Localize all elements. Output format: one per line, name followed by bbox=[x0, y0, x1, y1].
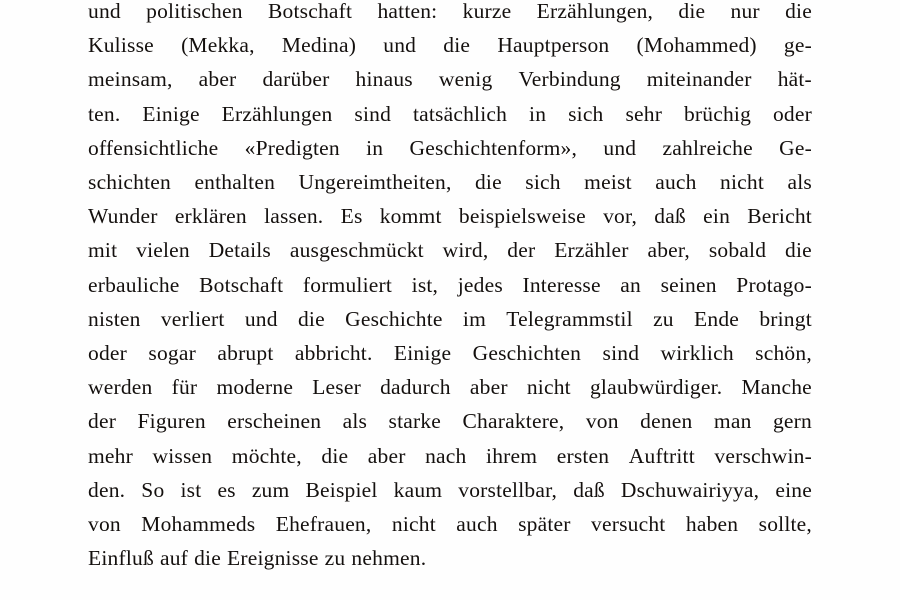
text-word: sollte, bbox=[758, 512, 812, 537]
body-paragraph bbox=[88, 0, 812, 575]
text-word: tatsächlich bbox=[412, 101, 508, 126]
text-word: Ehefrauen, bbox=[275, 512, 372, 537]
text-word: Manche bbox=[741, 375, 812, 400]
text-word: seinen bbox=[660, 272, 717, 297]
text-word: meinsam, bbox=[88, 67, 173, 92]
text-line: Einfluß auf die Ereignisse zu nehmen. bbox=[88, 546, 427, 571]
text-word: an bbox=[620, 272, 641, 297]
text-word: (Mekka, bbox=[181, 33, 255, 58]
text-word: glaubwürdiger. bbox=[589, 375, 723, 400]
text-word: formuliert bbox=[302, 272, 393, 297]
text-word: wirklich bbox=[660, 341, 734, 366]
text-word: ist bbox=[180, 477, 202, 502]
text-word: in bbox=[366, 135, 384, 160]
text-word: Ende bbox=[694, 306, 740, 331]
text-word: kurze bbox=[462, 0, 512, 23]
text-word: Einige bbox=[393, 341, 452, 366]
text-word: sind bbox=[602, 341, 640, 366]
text-word: nur bbox=[730, 0, 760, 23]
text-word: ge- bbox=[783, 33, 812, 58]
text-word: als bbox=[342, 409, 368, 434]
text-word: hät- bbox=[777, 67, 812, 92]
text-word: mit bbox=[88, 238, 118, 263]
text-word: miteinander bbox=[646, 67, 752, 92]
text-word: So bbox=[141, 477, 165, 502]
text-word: verliert bbox=[160, 306, 225, 331]
text-word: sich bbox=[525, 170, 561, 195]
text-word: Auftritt bbox=[628, 443, 695, 468]
text-word: hatten: bbox=[377, 0, 438, 23]
text-word: Telegrammstil bbox=[506, 306, 633, 331]
text-word: enthalten bbox=[194, 170, 276, 195]
text-line bbox=[88, 370, 812, 404]
text-line bbox=[88, 404, 812, 438]
text-word: bringt bbox=[759, 306, 812, 331]
text-word: politischen bbox=[146, 0, 243, 23]
text-word: nicht bbox=[720, 170, 765, 195]
text-word: als bbox=[787, 170, 812, 195]
text-word: Geschichten bbox=[472, 341, 582, 366]
text-word: aber bbox=[469, 375, 508, 400]
text-word: abbricht. bbox=[294, 341, 373, 366]
text-word: eine bbox=[775, 477, 812, 502]
text-word: moderne bbox=[216, 375, 294, 400]
text-word: Geschichte bbox=[345, 306, 443, 331]
text-word: Erzählungen bbox=[221, 101, 333, 126]
text-word: offensichtliche bbox=[88, 135, 219, 160]
text-word: sich bbox=[568, 101, 604, 126]
text-word: Mohammeds bbox=[141, 512, 256, 537]
text-word: beispielsweise bbox=[458, 204, 586, 229]
text-word: der bbox=[507, 238, 536, 263]
text-word: Botschaft bbox=[267, 0, 353, 23]
text-word: Protago- bbox=[736, 272, 812, 297]
text-word: die bbox=[785, 238, 812, 263]
text-word: Geschichtenform», bbox=[409, 135, 578, 160]
text-word: denen bbox=[640, 409, 693, 434]
text-word: wird, bbox=[442, 238, 489, 263]
text-word: ersten bbox=[556, 443, 610, 468]
text-word: dadurch bbox=[380, 375, 451, 400]
text-word: möchte, bbox=[231, 443, 302, 468]
text-word: zu bbox=[653, 306, 674, 331]
text-word: brüchig bbox=[683, 101, 752, 126]
text-word: Medina) bbox=[281, 33, 357, 58]
text-word: hinaus bbox=[355, 67, 413, 92]
text-word: Beispiel bbox=[305, 477, 378, 502]
text-word: (Mohammed) bbox=[636, 33, 757, 58]
text-word: wenig bbox=[438, 67, 493, 92]
text-word: versucht bbox=[591, 512, 666, 537]
text-word: Verbindung bbox=[518, 67, 621, 92]
text-word: Bericht bbox=[747, 204, 812, 229]
text-word: daß bbox=[654, 204, 686, 229]
text-word: auch bbox=[655, 170, 697, 195]
text-line bbox=[88, 473, 812, 507]
text-word: zum bbox=[251, 477, 290, 502]
text-word: nach bbox=[425, 443, 467, 468]
text-word: ausgeschmückt bbox=[289, 238, 424, 263]
text-word: in bbox=[529, 101, 547, 126]
text-word: auch bbox=[456, 512, 498, 537]
text-word: verschwin- bbox=[714, 443, 812, 468]
text-word: starke bbox=[388, 409, 442, 434]
text-word: Interesse bbox=[522, 272, 601, 297]
text-word: gern bbox=[772, 409, 812, 434]
text-word: im bbox=[462, 306, 487, 331]
text-word: meist bbox=[584, 170, 632, 195]
text-line bbox=[88, 131, 812, 165]
text-word: aber bbox=[198, 67, 237, 92]
text-word: ten. bbox=[88, 101, 121, 126]
text-word: vorstellbar, bbox=[458, 477, 558, 502]
text-word: Erzählungen, bbox=[536, 0, 654, 23]
text-line bbox=[88, 0, 812, 28]
text-word: nicht bbox=[391, 512, 436, 537]
text-word: und bbox=[383, 33, 417, 58]
text-word: sobald bbox=[708, 238, 767, 263]
text-word: oder bbox=[772, 101, 812, 126]
text-word: kommt bbox=[379, 204, 442, 229]
text-word: schichten bbox=[88, 170, 171, 195]
text-word: haben bbox=[685, 512, 739, 537]
text-word: jedes bbox=[457, 272, 503, 297]
text-word: Leser bbox=[312, 375, 361, 400]
text-word: den. bbox=[88, 477, 126, 502]
text-word: Wunder bbox=[88, 204, 158, 229]
text-word: vor, bbox=[603, 204, 638, 229]
text-word: Kulisse bbox=[88, 33, 154, 58]
text-word: es bbox=[217, 477, 236, 502]
text-word: nisten bbox=[88, 306, 141, 331]
text-line bbox=[88, 302, 812, 336]
text-word: mehr bbox=[88, 443, 133, 468]
text-word: schön, bbox=[755, 341, 812, 366]
text-word: Hauptperson bbox=[497, 33, 610, 58]
text-word: Charaktere, bbox=[462, 409, 565, 434]
text-word: und bbox=[88, 0, 121, 23]
text-word: die bbox=[678, 0, 706, 23]
text-word: «Predigten bbox=[244, 135, 340, 160]
text-word: Figuren bbox=[137, 409, 206, 434]
text-line bbox=[88, 507, 812, 541]
text-word: und bbox=[603, 135, 637, 160]
text-word: nicht bbox=[526, 375, 571, 400]
text-line bbox=[88, 62, 812, 96]
text-line bbox=[88, 165, 812, 199]
text-word: von bbox=[88, 512, 121, 537]
text-word: erbauliche bbox=[88, 272, 180, 297]
text-word: darüber bbox=[262, 67, 330, 92]
text-word: ihrem bbox=[486, 443, 538, 468]
text-word: sehr bbox=[625, 101, 663, 126]
text-word: aber, bbox=[647, 238, 690, 263]
text-word: zahlreiche bbox=[662, 135, 753, 160]
text-line bbox=[88, 199, 812, 233]
text-word: die bbox=[785, 0, 812, 23]
text-line bbox=[88, 233, 812, 267]
text-word: die bbox=[297, 306, 325, 331]
body-text-column bbox=[88, 0, 812, 575]
text-word: kaum bbox=[393, 477, 443, 502]
text-line bbox=[88, 28, 812, 62]
text-word: abrupt bbox=[217, 341, 274, 366]
text-word: der bbox=[88, 409, 117, 434]
text-line bbox=[88, 439, 812, 473]
text-word: Ungereimtheiten, bbox=[298, 170, 452, 195]
text-word: ein bbox=[703, 204, 731, 229]
text-word: lassen. bbox=[264, 204, 324, 229]
text-word: Ge- bbox=[779, 135, 812, 160]
text-word: die bbox=[474, 170, 502, 195]
text-word: später bbox=[518, 512, 571, 537]
text-word: Details bbox=[208, 238, 272, 263]
text-word: ist, bbox=[411, 272, 439, 297]
text-line bbox=[88, 97, 812, 131]
text-word: Botschaft bbox=[199, 272, 284, 297]
text-word: die bbox=[443, 33, 471, 58]
text-word: von bbox=[585, 409, 619, 434]
text-word: erklären bbox=[174, 204, 247, 229]
text-word: sind bbox=[354, 101, 392, 126]
text-line bbox=[88, 268, 812, 302]
text-word: vielen bbox=[136, 238, 190, 263]
text-word: sogar bbox=[148, 341, 196, 366]
text-word: man bbox=[713, 409, 752, 434]
text-word: erscheinen bbox=[227, 409, 322, 434]
text-word: oder bbox=[88, 341, 128, 366]
text-word: daß bbox=[573, 477, 605, 502]
text-word: aber bbox=[367, 443, 406, 468]
text-word: Einige bbox=[142, 101, 200, 126]
text-word: für bbox=[171, 375, 198, 400]
text-word: Dschuwairiyya, bbox=[620, 477, 760, 502]
text-word: Es bbox=[340, 204, 363, 229]
text-word: wissen bbox=[152, 443, 213, 468]
text-line bbox=[88, 336, 812, 370]
text-word: und bbox=[244, 306, 278, 331]
text-word: werden bbox=[88, 375, 153, 400]
text-word: Erzähler bbox=[554, 238, 629, 263]
text-word: die bbox=[321, 443, 349, 468]
